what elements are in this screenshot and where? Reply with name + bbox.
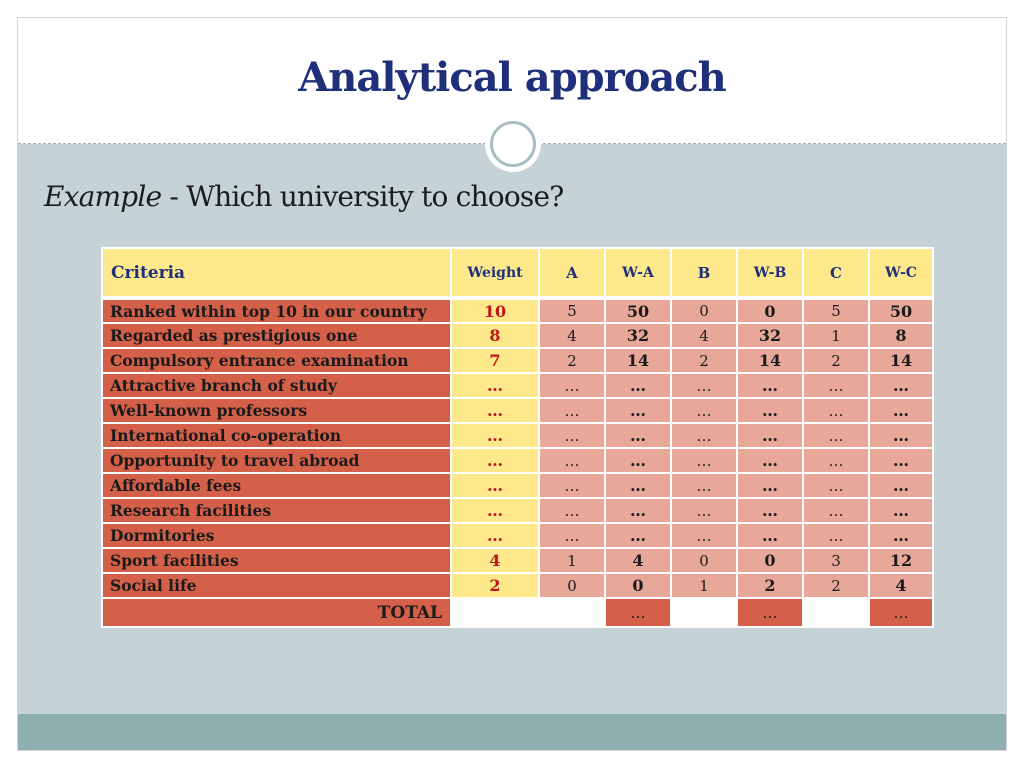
slide [17,17,1007,751]
weighted-b-cell: … [737,448,803,473]
weighted-a-cell: 32 [605,323,671,348]
subtitle-text: - Which university to choose? [161,180,564,213]
weighted-c-cell: 12 [869,548,933,573]
table-row [102,323,933,348]
weighted-a-cell: … [605,473,671,498]
criteria-cell: Compulsory entrance examination [102,348,451,373]
weight-cell: … [451,448,539,473]
weight-cell: 2 [451,573,539,598]
table-header-row [102,248,933,298]
weighted-c-cell: … [869,373,933,398]
table-row [102,548,933,573]
score-b-cell: 0 [671,298,737,323]
score-c-cell: … [803,473,869,498]
weighted-b-cell: 32 [737,323,803,348]
criteria-cell: Research facilities [102,498,451,523]
score-c-cell: 3 [803,548,869,573]
weighted-c-cell: 4 [869,573,933,598]
weighted-a-cell: 14 [605,348,671,373]
footer-bar [18,714,1006,750]
weighted-a-cell: … [605,498,671,523]
header-b: B [671,248,737,298]
score-a-cell: … [539,423,605,448]
criteria-table [101,247,934,628]
weighted-a-cell: … [605,523,671,548]
table-row [102,448,933,473]
weight-cell: … [451,398,539,423]
score-b-cell: … [671,398,737,423]
weighted-c-cell: … [869,398,933,423]
total-c-cell [803,598,869,627]
score-c-cell: … [803,523,869,548]
weight-cell: 10 [451,298,539,323]
score-c-cell: … [803,498,869,523]
weighted-a-cell: … [605,423,671,448]
table-row [102,348,933,373]
score-a-cell: 0 [539,573,605,598]
total-label: TOTAL [102,598,451,627]
score-b-cell: … [671,373,737,398]
criteria-cell: Opportunity to travel abroad [102,448,451,473]
weighted-a-cell: … [605,448,671,473]
score-a-cell: 4 [539,323,605,348]
total-weight-cell [451,598,539,627]
weighted-a-cell: 4 [605,548,671,573]
weighted-b-cell: 2 [737,573,803,598]
table-row [102,498,933,523]
weighted-a-cell: … [605,398,671,423]
score-b-cell: … [671,423,737,448]
weight-cell: … [451,423,539,448]
weighted-b-cell: … [737,373,803,398]
criteria-cell: Dormitories [102,523,451,548]
total-w-a: … [605,598,671,627]
weighted-c-cell: … [869,448,933,473]
header-w-b: W-B [737,248,803,298]
header-c: C [803,248,869,298]
header-criteria: Criteria [102,248,451,298]
criteria-cell: Ranked within top 10 in our country [102,298,451,323]
score-b-cell: … [671,498,737,523]
score-a-cell: … [539,398,605,423]
circle-icon [490,121,536,167]
weighted-b-cell: 14 [737,348,803,373]
weighted-c-cell: … [869,473,933,498]
table-row [102,423,933,448]
score-a-cell: … [539,498,605,523]
weight-cell: … [451,523,539,548]
criteria-cell: Social life [102,573,451,598]
score-c-cell: … [803,423,869,448]
total-w-b: … [737,598,803,627]
score-a-cell: … [539,523,605,548]
total-b-cell [671,598,737,627]
weighted-c-cell: … [869,498,933,523]
criteria-cell: Sport facilities [102,548,451,573]
weight-cell: 7 [451,348,539,373]
table-row [102,523,933,548]
weight-cell: 8 [451,323,539,348]
criteria-cell: Well-known professors [102,398,451,423]
score-a-cell: 2 [539,348,605,373]
weight-cell: 4 [451,548,539,573]
score-c-cell: 2 [803,348,869,373]
weighted-b-cell: … [737,398,803,423]
weighted-a-cell: 0 [605,573,671,598]
score-a-cell: … [539,373,605,398]
weighted-c-cell: … [869,423,933,448]
subtitle-emphasis: Example [44,180,162,213]
header-a: A [539,248,605,298]
score-b-cell: … [671,448,737,473]
table-row [102,298,933,323]
weight-cell: … [451,473,539,498]
criteria-cell: International co-operation [102,423,451,448]
weighted-c-cell: 50 [869,298,933,323]
weight-cell: … [451,373,539,398]
score-c-cell: … [803,398,869,423]
total-w-c: … [869,598,933,627]
weight-cell: … [451,498,539,523]
weighted-b-cell: … [737,473,803,498]
score-b-cell: 2 [671,348,737,373]
weighted-b-cell: … [737,498,803,523]
score-b-cell: … [671,473,737,498]
table-row [102,573,933,598]
criteria-cell: Attractive branch of study [102,373,451,398]
table-row [102,398,933,423]
weighted-a-cell: … [605,373,671,398]
score-c-cell: 1 [803,323,869,348]
criteria-cell: Affordable fees [102,473,451,498]
score-c-cell: 5 [803,298,869,323]
criteria-cell: Regarded as prestigious one [102,323,451,348]
score-a-cell: 1 [539,548,605,573]
weighted-b-cell: 0 [737,548,803,573]
score-b-cell: … [671,523,737,548]
score-a-cell: … [539,448,605,473]
total-a-cell [539,598,605,627]
slide-subtitle [44,180,563,213]
weighted-c-cell: 14 [869,348,933,373]
score-c-cell: 2 [803,573,869,598]
score-b-cell: 1 [671,573,737,598]
header-w-c: W-C [869,248,933,298]
weighted-c-cell: 8 [869,323,933,348]
weighted-b-cell: … [737,523,803,548]
score-b-cell: 0 [671,548,737,573]
table-row [102,473,933,498]
score-a-cell: … [539,473,605,498]
header-w-a: W-A [605,248,671,298]
weighted-a-cell: 50 [605,298,671,323]
score-c-cell: … [803,448,869,473]
score-b-cell: 4 [671,323,737,348]
weighted-c-cell: … [869,523,933,548]
slide-title: Analytical approach [298,54,726,101]
score-a-cell: 5 [539,298,605,323]
header-weight: Weight [451,248,539,298]
weighted-b-cell: … [737,423,803,448]
score-c-cell: … [803,373,869,398]
total-row [102,598,933,627]
weighted-b-cell: 0 [737,298,803,323]
table-row [102,373,933,398]
